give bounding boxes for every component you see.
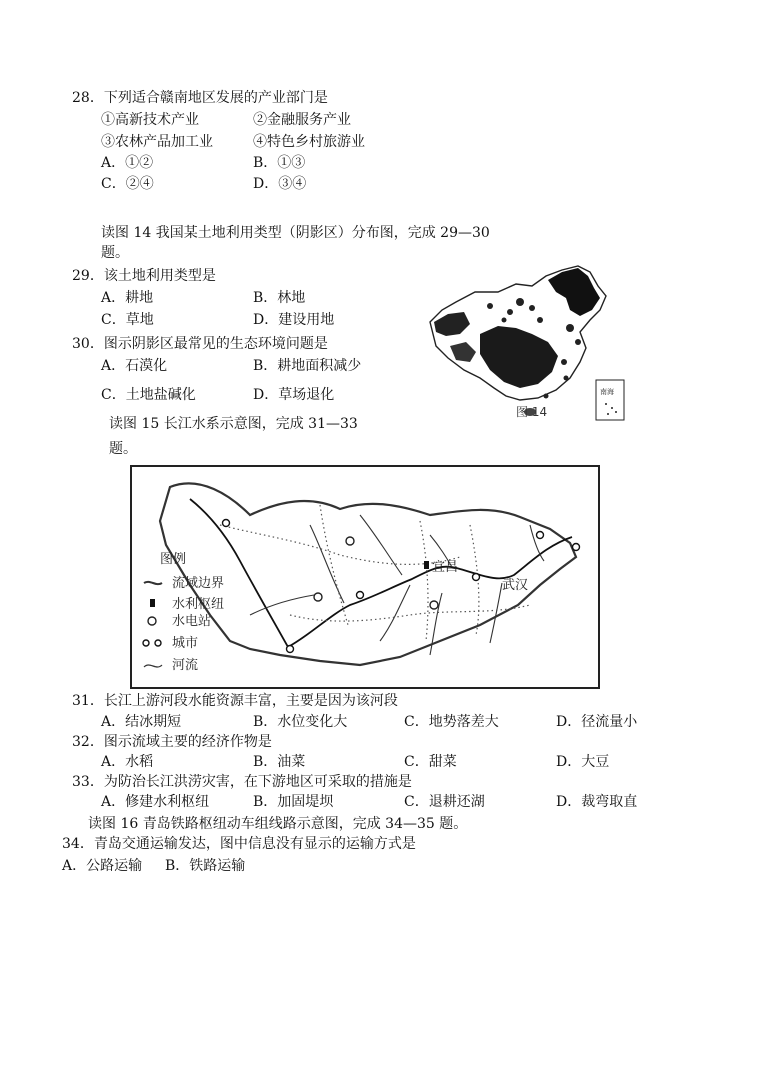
q33-option-a: A．修建水利枢纽 [101, 794, 210, 810]
q32-option-d: D．大豆 [556, 754, 610, 770]
svg-text:水利枢纽: 水利枢纽 [172, 597, 225, 612]
q31-option-d: D．径流量小 [556, 714, 638, 730]
q28-option-b: B．①③ [253, 155, 306, 171]
south-sea-label: 南海 [600, 388, 614, 396]
intro16-line1: 读图 16 青岛铁路枢纽动车组线路示意图，完成 34—35 题。 [88, 816, 468, 832]
legend-title: 图例 [160, 552, 187, 567]
q30-option-d: D．草场退化 [253, 387, 335, 403]
q31-option-a: A．结冰期短 [101, 714, 182, 730]
q30-stem: 30．图示阴影区最常见的生态环境问题是 [72, 336, 328, 352]
q28-item-4: ④特色乡村旅游业 [253, 134, 365, 150]
q28-option-c: C．②④ [101, 176, 154, 192]
q33-stem: 33．为防治长江洪涝灾害，在下游地区可采取的措施是 [72, 774, 412, 790]
intro14-line2: 题。 [101, 245, 129, 261]
q28-item-1: ①高新技术产业 [101, 112, 199, 128]
intro14-line1: 读图 14 我国某土地利用类型（阴影区）分布图，完成 29—30 [101, 225, 490, 241]
yichang-hub-marker [424, 561, 429, 569]
q28-item-3: ③农林产品加工业 [101, 134, 213, 150]
q28-option-d: D．③④ [253, 176, 307, 192]
q34-option-b: B．铁路运输 [165, 858, 246, 874]
intro15-line1: 读图 15 长江水系示意图，完成 31—33 [109, 416, 358, 432]
q32-option-b: B．油菜 [253, 754, 306, 770]
q33-option-b: B．加固堤坝 [253, 794, 334, 810]
q29-option-d: D．建设用地 [253, 312, 335, 328]
q28-stem: 28．下列适合赣南地区发展的产业部门是 [72, 90, 328, 106]
city-label-wuhan: 武汉 [502, 578, 529, 593]
q30-option-b: B．耕地面积减少 [253, 358, 362, 374]
figure-15-yangtze-map [130, 465, 600, 689]
q28-option-a: A．①② [101, 155, 154, 171]
q32-option-a: A．水稻 [101, 754, 154, 770]
q32-stem: 32．图示流域主要的经济作物是 [72, 734, 272, 750]
intro15-line2: 题。 [109, 441, 137, 457]
svg-text:水电站: 水电站 [172, 614, 212, 629]
q32-option-c: C．甜菜 [404, 754, 457, 770]
q30-option-a: A．石漠化 [101, 358, 168, 374]
q29-option-b: B．林地 [253, 290, 306, 306]
q29-option-a: A．耕地 [101, 290, 154, 306]
q31-option-c: C．地势落差大 [404, 714, 499, 730]
q31-option-b: B．水位变化大 [253, 714, 348, 730]
svg-text:河流: 河流 [172, 658, 199, 673]
figure-14-china-map [420, 262, 630, 424]
q31-stem: 31．长江上游河段水能资源丰富，主要是因为该河段 [72, 693, 398, 709]
figure-14-label: 图 14 [516, 405, 548, 419]
q33-option-d: D．裁弯取直 [556, 794, 638, 810]
q34-stem: 34．青岛交通运输发达，图中信息没有显示的运输方式是 [62, 836, 416, 852]
svg-text:流域边界: 流域边界 [172, 576, 225, 591]
q33-option-c: C．退耕还湖 [404, 794, 485, 810]
south-sea-inset [596, 380, 624, 420]
q30-option-c: C．土地盐碱化 [101, 387, 196, 403]
city-label-yichang: 宜昌 [432, 560, 459, 575]
q28-item-2: ②金融服务产业 [253, 112, 351, 128]
q29-option-c: C．草地 [101, 312, 154, 328]
svg-text:城市: 城市 [172, 636, 199, 651]
q34-option-a: A．公路运输 [62, 858, 143, 874]
q29-stem: 29．该土地利用类型是 [72, 268, 216, 284]
